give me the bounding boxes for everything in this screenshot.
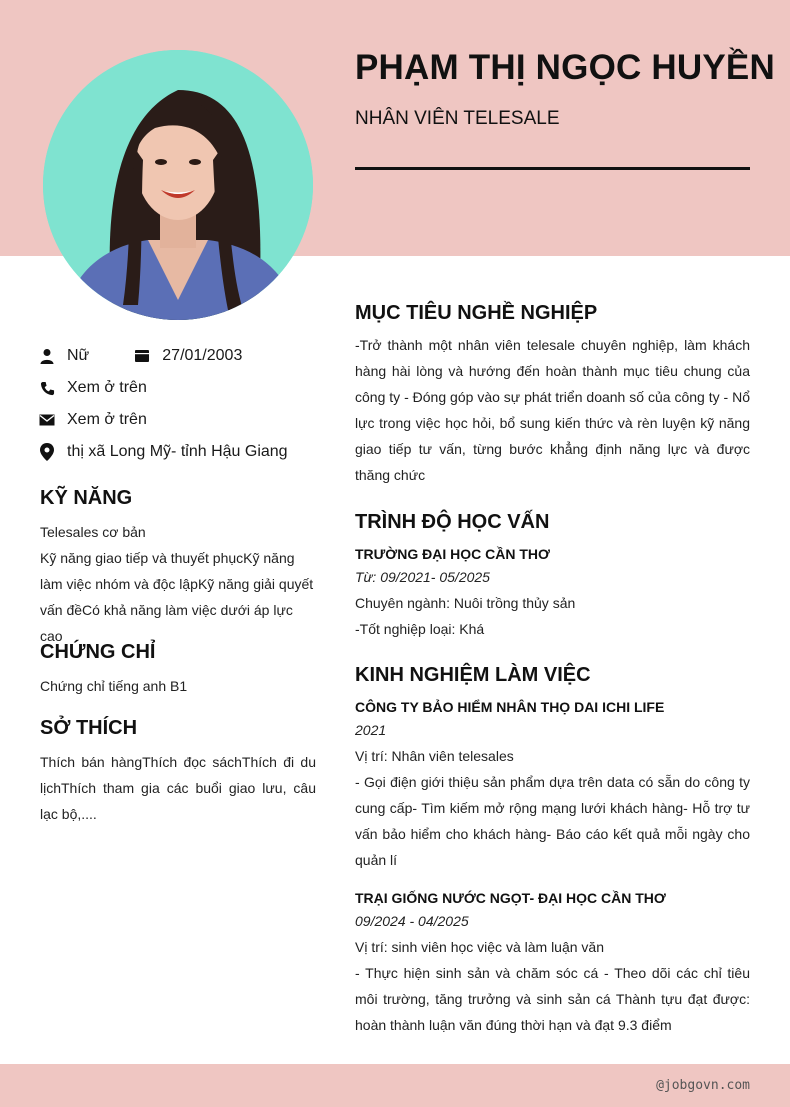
contact-row-phone	[38, 372, 328, 404]
certificates-title: CHỨNG CHỈ	[40, 641, 156, 663]
birthdate-value: 27/01/2003	[162, 347, 243, 364]
calendar-icon	[133, 347, 151, 365]
job-period: 09/2024 - 04/2025	[355, 913, 469, 929]
person-icon	[38, 347, 56, 365]
address-value: thị xã Long Mỹ- tỉnh Hậu Giang	[67, 443, 288, 460]
contact-list	[38, 340, 328, 468]
certificates-text: Chứng chỉ tiếng anh B1	[40, 678, 188, 694]
job-position: Vị trí: Nhân viên telesales	[355, 748, 514, 764]
email-value: Xem ở trên	[67, 411, 147, 428]
job-position: Vị trí: sinh viên học việc và làm luận văn	[355, 939, 605, 955]
skills-title: KỸ NĂNG	[40, 487, 133, 509]
contact-row-gender-birthdate	[38, 340, 328, 372]
phone-icon	[38, 379, 56, 397]
education-block	[355, 544, 750, 642]
education-major: Chuyên ngành: Nuôi trồng thủy sản	[355, 595, 576, 611]
job-company: TRẠI GIỐNG NƯỚC NGỌT- ĐẠI HỌC CẦN THƠ	[355, 890, 666, 906]
job-description: - Gọi điện giới thiệu sản phẩm dựa trên data có sẵn do công ty cung cấp- Tìm kiếm mở rộng mạng lưới khách hàng- Hỗ trợ tư vấn bảo hiểm cho khách hàng- Báo cáo kết quả mỗi ngày cho quản lí	[355, 774, 750, 868]
hobbies-title: SỞ THÍCH	[40, 717, 138, 739]
skills-text: Telesales cơ bản Kỹ năng giao tiếp và thuyết phụcKỹ năng làm việc nhóm và độc lậpKỹ năng giải quyết vấn đềCó khả năng làm việc dưới áp lực cao	[40, 524, 314, 644]
profile-photo	[43, 50, 313, 320]
contact-row-email	[38, 404, 328, 436]
gender-value: Nữ	[67, 347, 90, 364]
location-pin-icon	[38, 443, 56, 461]
contact-row-address	[38, 436, 328, 468]
education-period: Từ: 09/2021- 05/2025	[355, 569, 490, 585]
job-description: - Thực hiện sinh sản và chăm sóc cá - Theo dõi các chỉ tiêu môi trường, tăng trưởng và sinh sản cá Thành tựu đạt được: hoàn thành luận văn đúng thời hạn và đạt 9.3 điểm	[355, 965, 750, 1033]
hobbies-text: Thích bán hàngThích đọc sáchThích đi du lịchThích tham gia các buổi giao lưu, câu lạc bộ,....	[40, 754, 316, 822]
job-title: NHÂN VIÊN TELESALE	[355, 108, 560, 129]
education-grade: -Tốt nghiệp loại: Khá	[355, 621, 485, 637]
experience-job-2	[355, 888, 750, 1038]
school-name: TRƯỜNG ĐẠI HỌC CẦN THƠ	[355, 546, 550, 562]
job-company: CÔNG TY BẢO HIỂM NHÂN THỌ DAI ICHI LIFE	[355, 699, 665, 715]
phone-value: Xem ở trên	[67, 379, 147, 396]
title-divider	[355, 167, 750, 170]
job-period: 2021	[355, 722, 387, 738]
experience-job-1	[355, 697, 750, 873]
candidate-name: PHẠM THỊ NGỌC HUYỀN	[355, 48, 775, 87]
footer-band	[0, 1064, 790, 1107]
mail-icon	[38, 411, 56, 429]
objective-title: MỤC TIÊU NGHỀ NGHIỆP	[355, 302, 598, 324]
education-title: TRÌNH ĐỘ HỌC VẤN	[355, 511, 550, 533]
objective-text: -Trở thành một nhân viên telesale chuyên nghiệp, làm khách hàng hài lòng và hướng đến hoàn thành mục tiêu chung của công ty - Đóng góp vào sự phát triển doanh số của công ty - Nổ lực trong việc học hỏi, bổ sung kiến thức và rèn luyện kỹ năng giao tiếp tư vấn, từng bước khẳng định năng lực và được thăng chức	[355, 337, 750, 483]
footer-watermark: @jobgovn.com	[656, 1078, 750, 1093]
experience-title: KINH NGHIỆM LÀM VIỆC	[355, 664, 591, 686]
